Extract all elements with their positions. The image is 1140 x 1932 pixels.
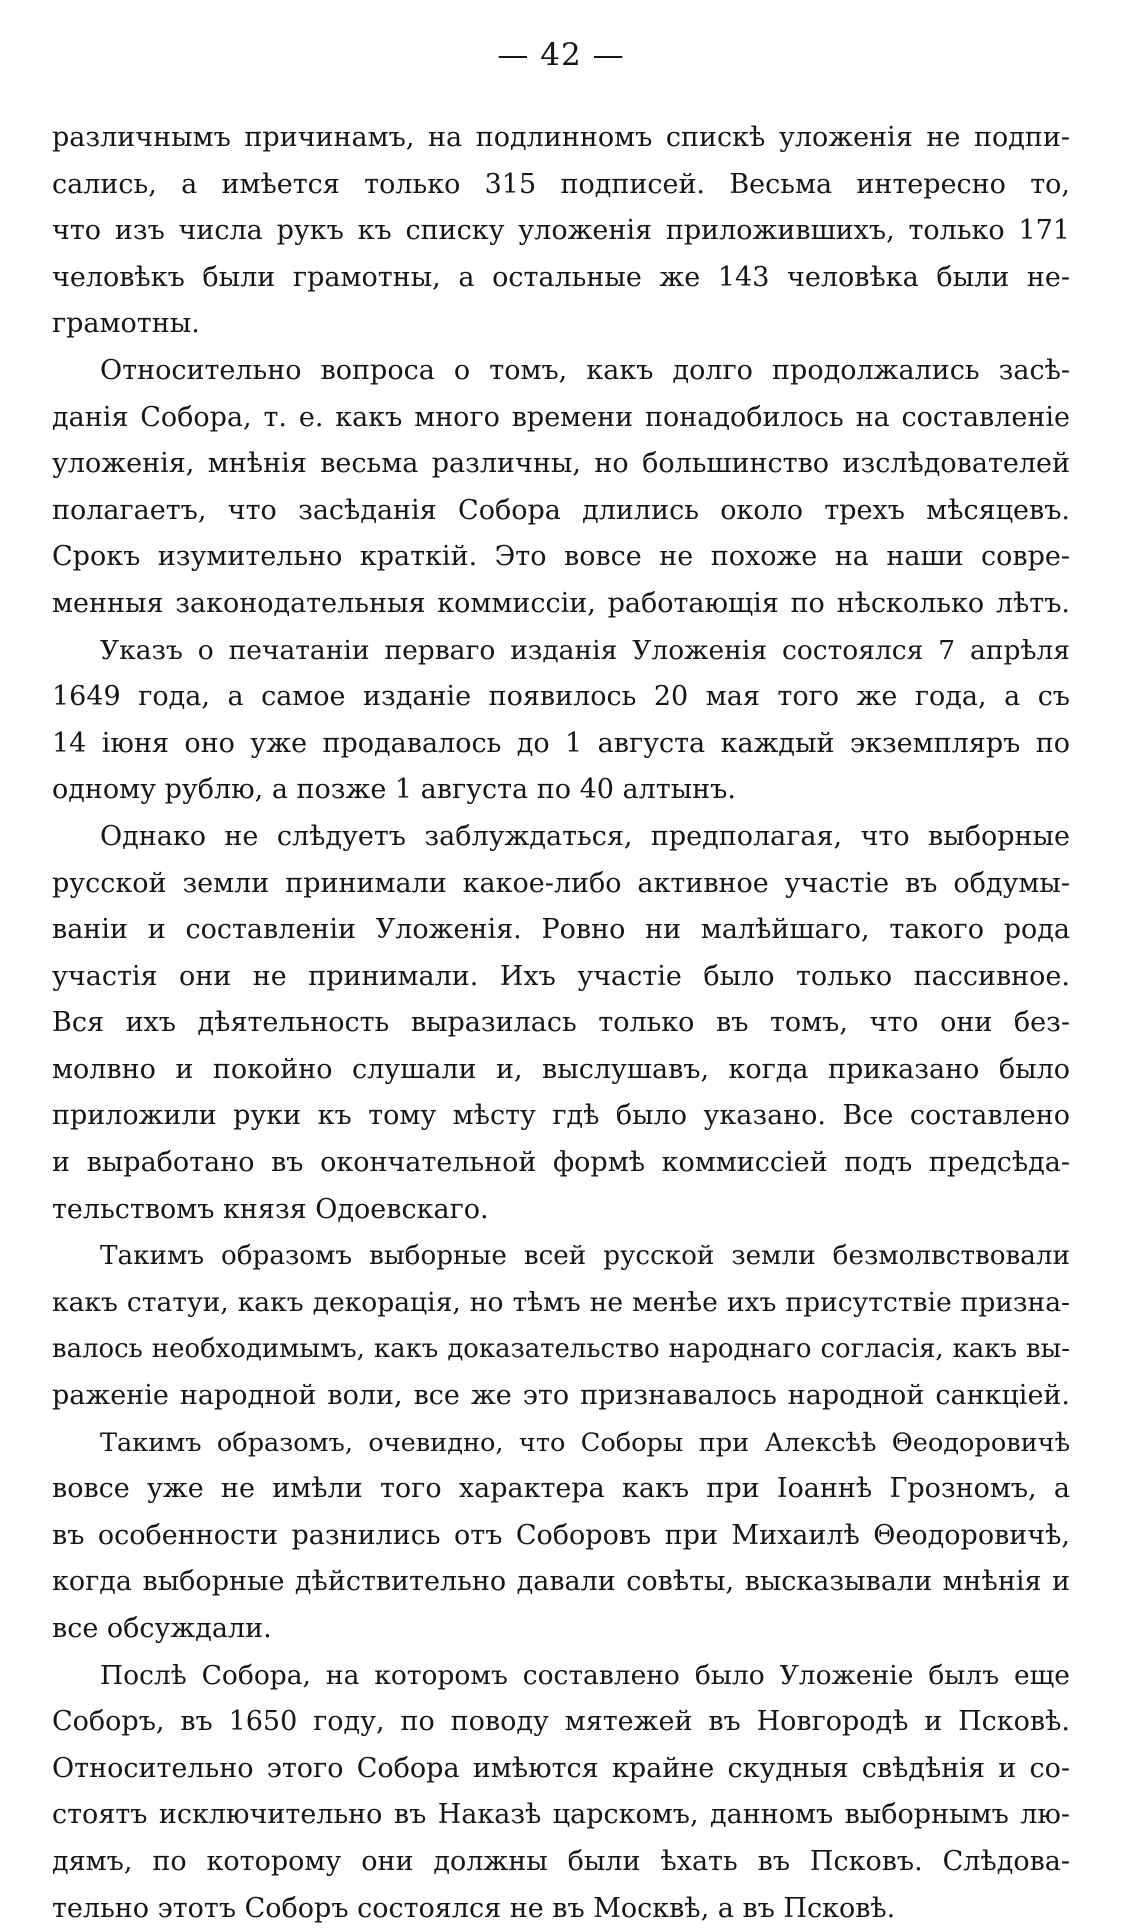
text-line: менныя законодательныя коммиссіи, работающія по нѣсколько лѣтъ. — [52, 587, 1070, 619]
text-line: все обсуждали. — [52, 1613, 272, 1644]
text-line: тельно этотъ Соборъ состоялся не въ Москвѣ, а въ Псковѣ. — [52, 1892, 896, 1924]
paragraph-5 — [52, 1233, 1070, 1419]
text-line: что изъ числа рукъ къ списку уложенія приложившихъ, только 171 — [52, 215, 1070, 247]
text-line: сались, а имѣется только 315 подписей. Весьма интересно то, — [52, 168, 1070, 200]
paragraph-1 — [52, 115, 1070, 348]
text-line: Такимъ образомъ выборные всей русской земли безмолвствовали — [100, 1241, 1070, 1272]
text-line: молвно и покойно слушали и, выслушавъ, когда приказано было — [52, 1053, 1070, 1085]
text-line: одному рублю, а позже 1 августа по 40 алтынъ. — [52, 774, 736, 806]
paragraph-4 — [52, 814, 1070, 1233]
page-number: — 42 — — [497, 37, 625, 73]
text-line: данія Собора, т. е. какъ много времени понадобилось на составленіе — [52, 401, 1070, 433]
text-line: Вся ихъ дѣятельность выразилась только въ томъ, что они без- — [52, 1007, 1070, 1039]
text-line: и выработано въ окончательной формѣ коммиссіей подъ предсѣда- — [52, 1147, 1070, 1179]
text-line: когда выборные дѣйствительно давали совѣты, высказывали мнѣнія и — [52, 1566, 1070, 1598]
text-line: уложенія, мнѣнія весьма различны, но большинство изслѣдователей — [52, 448, 1070, 480]
text-line: грамотны. — [52, 308, 200, 340]
text-line: полагаетъ, что засѣданія Собора длились около трехъ мѣсяцевъ. — [52, 494, 1070, 526]
text-line: различнымъ причинамъ, на подлинномъ спискѣ уложенія не подпи- — [52, 122, 1070, 153]
text-line: участія они не принимали. Ихъ участіе было только пассивное. — [52, 960, 1070, 992]
paragraph-6 — [52, 1420, 1070, 1653]
text-line: тельствомъ князя Одоевскаго. — [52, 1193, 489, 1225]
paragraph-7 — [52, 1653, 1070, 1932]
text-line: Послѣ Собора, на которомъ составлено было Уложеніе былъ еще — [100, 1659, 1070, 1691]
text-line: Указъ о печатаніи перваго изданія Уложенія состоялся 7 апрѣля — [100, 634, 1070, 666]
text-line: Однако не слѣдуетъ заблуждаться, предполагая, что выборные — [100, 820, 1070, 852]
text-line: вовсе уже не имѣли того характера какъ при Іоаннѣ Грозномъ, а — [52, 1473, 1070, 1505]
text-line: раженіе народной воли, все же это признавалось народной санкціей. — [52, 1380, 1070, 1412]
paragraph-3 — [52, 628, 1070, 814]
text-line: въ особенности разнились отъ Соборовъ при Михаилѣ Θеодоровичѣ, — [52, 1519, 1070, 1551]
text-line: валось необходимымъ, какъ доказательство народнаго согласія, какъ вы- — [52, 1334, 1070, 1365]
text-line: 1649 года, а самое изданіе появилось 20 мая того же года, а съ — [52, 681, 1070, 713]
text-line: дямъ, по которому они должны были ѣхать въ Псковъ. Слѣдова- — [52, 1845, 1070, 1877]
text-line: Относительно этого Собора имѣются крайне скудныя свѣдѣнія и со- — [52, 1752, 1070, 1784]
text-line: 14 іюня оно уже продавалось до 1 августа каждый экземпляръ по — [52, 727, 1070, 759]
text-line: русской земли принимали какое-либо активное участіе въ обдумы- — [52, 867, 1070, 899]
text-line: Соборъ, въ 1650 году, по поводу мятежей въ Новгородѣ и Псковѣ. — [52, 1706, 1070, 1738]
text-line: стоятъ исключительно въ Наказѣ царскомъ, данномъ выборнымъ лю- — [52, 1799, 1070, 1831]
text-line: Относительно вопроса о томъ, какъ долго продолжались засѣ- — [100, 354, 1070, 386]
text-line: человѣкъ были грамотны, а остальные же 143 человѣка были не- — [52, 261, 1070, 293]
text-line: Срокъ изумительно краткій. Это вовсе не похоже на наши совре- — [52, 541, 1070, 573]
paragraph-2 — [52, 348, 1070, 628]
text-line: ваніи и составленіи Уложенія. Ровно ни малѣйшаго, такого рода — [52, 914, 1070, 946]
text-line: приложили руки къ тому мѣсту гдѣ было указано. Все составлено — [52, 1100, 1070, 1132]
text-line: Такимъ образомъ, очевидно, что Соборы при Алексѣѣ Θеодоровичѣ — [100, 1427, 1070, 1458]
text-line: какъ статуи, какъ декорація, но тѣмъ не менѣе ихъ присутствіе призна- — [52, 1286, 1070, 1318]
